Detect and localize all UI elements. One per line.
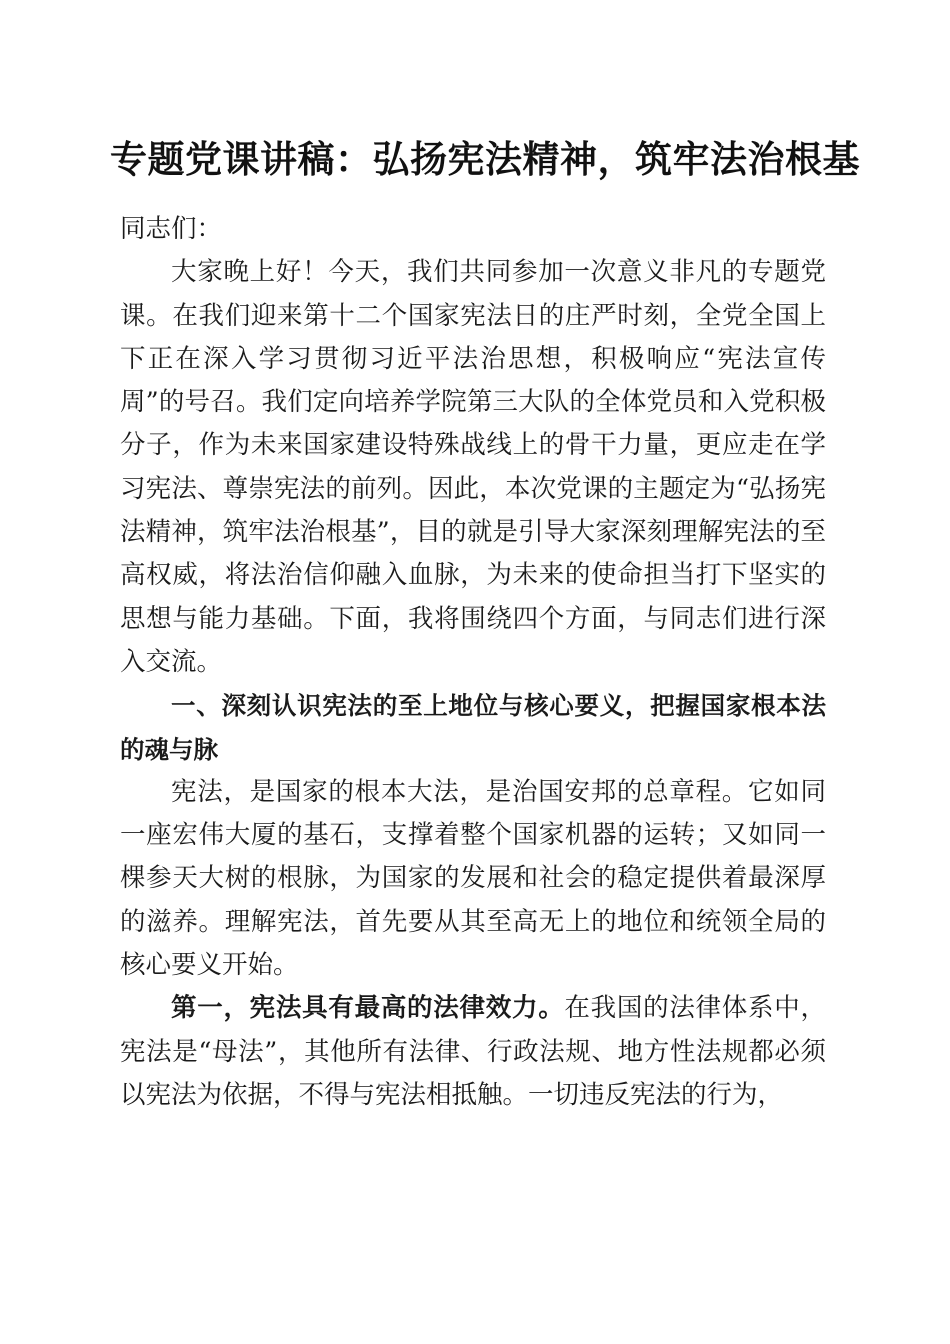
section-heading: 一、深刻认识宪法的至上地位与核心要义，把握国家根本法的魂与脉	[120, 691, 826, 764]
point-one-lead: 第一，宪法具有最高的法律效力。	[171, 993, 565, 1024]
point-one-paragraph	[120, 987, 826, 1117]
document-body	[120, 208, 826, 1117]
point-one-text: 在我国的法律体系中，宪法是“母法”，其他所有法律、行政法规、地方性法规都必须以宪法为依据，不得与宪法相抵触。一切违反宪法的行为，	[120, 993, 826, 1110]
salutation: 同志们：	[120, 214, 223, 244]
document-title: 专题党课讲稿：弘扬宪法精神，筑牢法治根基	[110, 137, 860, 181]
section-paragraph: 宪法，是国家的根本大法，是治国安邦的总章程。它如同一座宏伟大厦的基石，支撑着整个国家机器的运转；又如同一棵参天大树的根脉，为国家的发展和社会的稳定提供着最深厚的滋养。理解宪法，首先要从其至高无上的地位和统领全局的核心要义开始。	[120, 776, 826, 981]
intro-paragraph: 大家晚上好！今天，我们共同参加一次意义非凡的专题党课。在我们迎来第十二个国家宪法日的庄严时刻，全党全国上下正在深入学习贯彻习近平法治思想，积极响应“宪法宣传周”的号召。我们定向培养学院第三大队的全体党员和入党积极分子，作为未来国家建设特殊战线上的骨干力量，更应走在学习宪法、尊崇宪法的前列。因此，本次党课的主题定为“弘扬宪法精神，筑牢法治根基”，目的就是引导大家深刻理解宪法的至高权威，将法治信仰融入血脉，为未来的使命担当打下坚实的思想与能力基础。下面，我将围绕四个方面，与同志们进行深入交流。	[120, 257, 826, 677]
